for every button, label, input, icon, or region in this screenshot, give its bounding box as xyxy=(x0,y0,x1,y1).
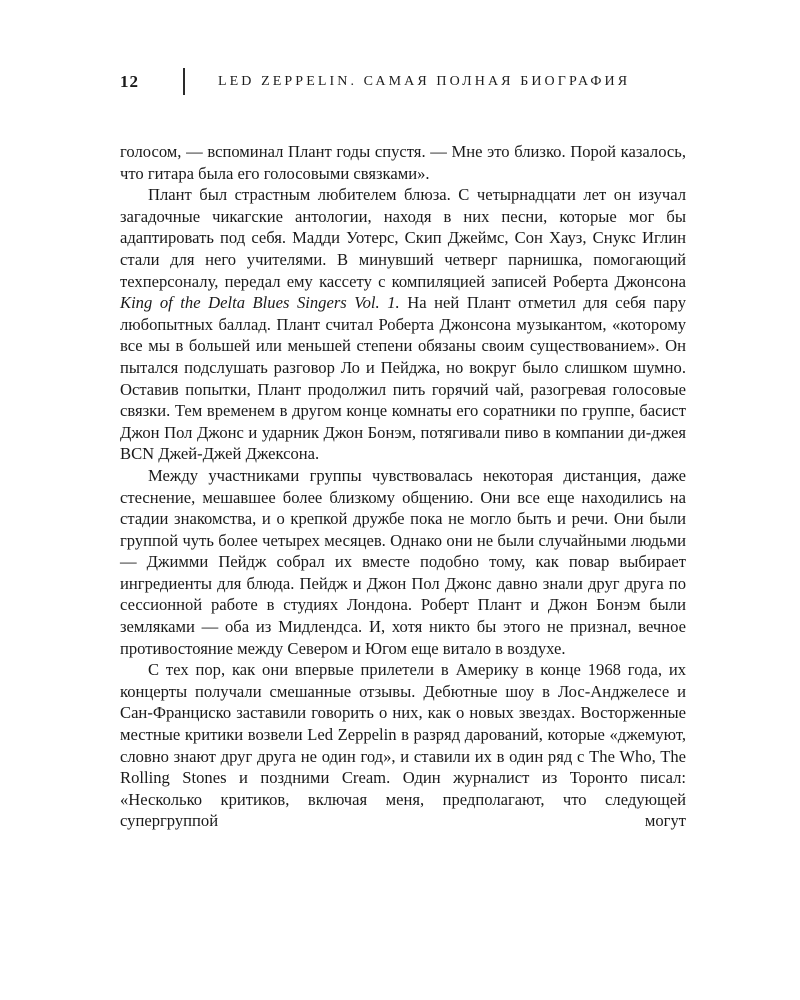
text-segment: голосом, — вспоминал Плант годы спустя. — Мне это близко. Порой казалось, что гитара была его голосовыми связками». xyxy=(120,142,686,183)
text-segment: На ней Плант отметил для себя пару любопытных баллад. Плант считал Роберта Джонсона музыкантом, «которому все мы в большей или меньшей степени обязаны своим существованием». Он пытался подслушать разговор Ло и Пейджа, но вокруг было слишком шумно. Оставив попытки, Плант продолжил пить горячий чай, разогревая голосовые связки. Тем временем в другом конце комнаты его соратники по группе, басист Джон Пол Джонс и ударник Джон Бонэм, потягивали пиво в компании ди-джея BCN Джей-Джей Джексона. xyxy=(120,293,686,464)
paragraph xyxy=(120,141,686,184)
italic-text-segment: King of the Delta Blues Singers Vol. 1. xyxy=(120,293,400,313)
page-header xyxy=(120,68,690,95)
text-segment: С тех пор, как они впервые прилетели в Америку в конце 1968 года, их концерты получали смешанные отзывы. Дебютные шоу в Лос-Анджелесе и Сан-Франциско заставили говорить о них, как о новых звездах. Восторженные местные критики возвели Led Zeppelin в разряд дарований, которые «джемуют, словно знают друг друга не один год», и ставили их в один ряд с The Who, The Rolling Stones и поздними Cream. Один журналист из Торонто писал: «Несколько критиков, включая меня, предполагают, что следующей супергруппой могут xyxy=(120,660,686,831)
paragraph xyxy=(120,659,686,832)
header-divider xyxy=(183,68,185,95)
text-segment: Между участниками группы чувствовалась некоторая дистанция, даже стеснение, мешавшее более близкому общению. Они все еще находились на стадии знакомства, и о крепкой дружбе пока не могло быть и речи. Они были группой чуть более четырех месяцев. Однако они не были случайными людьми — Джимми Пейдж собрал их вместе подобно тому, как повар выбирает ингредиенты для блюда. Пейдж и Джон Пол Джонс давно знали друг друга по сессионной работе в студиях Лондона. Роберт Плант и Джон Бонэм были земляками — оба из Мидлендса. И, хотя никто бы этого не признал, вечное противостояние между Севером и Югом еще витало в воздухе. xyxy=(120,465,686,658)
page-number: 12 xyxy=(120,71,139,91)
text-segment: Плант был страстным любителем блюза. С четырнадцати лет он изучал загадочные чикагские антологии, находя в них песни, которые мог бы адаптировать под себя. Мадди Уотерс, Скип Джеймс, Сон Хауз, Снукс Иглин стали для него учителями. В минувший четверг парнишка, помогающий техперсоналу, передал ему кассету с компиляцией записей Роберта Джонсона xyxy=(120,185,686,291)
running-title: LED ZEPPELIN. САМАЯ ПОЛНАЯ БИОГРАФИЯ xyxy=(218,73,631,89)
paragraph xyxy=(120,184,686,465)
paragraph xyxy=(120,465,686,659)
page-body xyxy=(120,141,686,832)
